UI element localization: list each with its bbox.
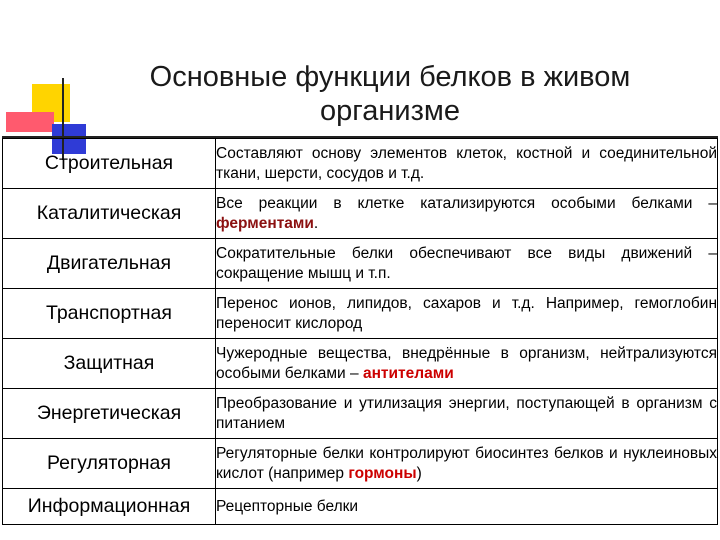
function-name: Двигательная [3, 239, 216, 289]
function-name: Транспортная [3, 289, 216, 339]
function-name: Энергетическая [3, 389, 216, 439]
function-name: Информационная [3, 489, 216, 525]
table-row [3, 389, 718, 439]
protein-functions-table [2, 138, 718, 525]
table-row [3, 189, 718, 239]
function-description: Перенос ионов, липидов, сахаров и т.д. Например, гемоглобин переносит кислород [216, 289, 718, 339]
description-text: Регуляторные белки контролируют биосинтез белков и нуклеиновых кислот (например [216, 444, 717, 482]
function-description: Составляют основу элементов клеток, костной и соединительной ткани, шерсти, сосудов и т.д. [216, 139, 718, 189]
function-description: Преобразование и утилизация энергии, поступающей в организм с питанием [216, 389, 718, 439]
function-description: Рецепторные белки [216, 489, 718, 525]
function-description [216, 189, 718, 239]
description-text: Чужеродные вещества, внедрённые в организм, нейтрализуются особыми белками – [216, 344, 717, 382]
function-description [216, 339, 718, 389]
description-text: Все реакции в клетке катализируются особыми белками – [216, 194, 717, 212]
function-description: Сократительные белки обеспечивают все виды движений – сокращение мышц и т.п. [216, 239, 718, 289]
highlighted-term: антителами [362, 364, 454, 382]
function-name: Каталитическая [3, 189, 216, 239]
table-row [3, 339, 718, 389]
table-row [3, 239, 718, 289]
table-row [3, 439, 718, 489]
table-row [3, 289, 718, 339]
function-name: Защитная [3, 339, 216, 389]
highlighted-term: ферментами [216, 214, 314, 232]
function-description [216, 439, 718, 489]
table-row [3, 139, 718, 189]
decor-red-bar [6, 112, 54, 132]
slide-title: Основные функции белков в живом организме [149, 61, 631, 127]
highlighted-term: гормоны [348, 464, 417, 482]
function-name: Регуляторная [3, 439, 216, 489]
table-row [3, 489, 718, 525]
description-text: ) [416, 464, 422, 482]
function-name: Строительная [3, 139, 216, 189]
description-text: . [313, 214, 319, 232]
